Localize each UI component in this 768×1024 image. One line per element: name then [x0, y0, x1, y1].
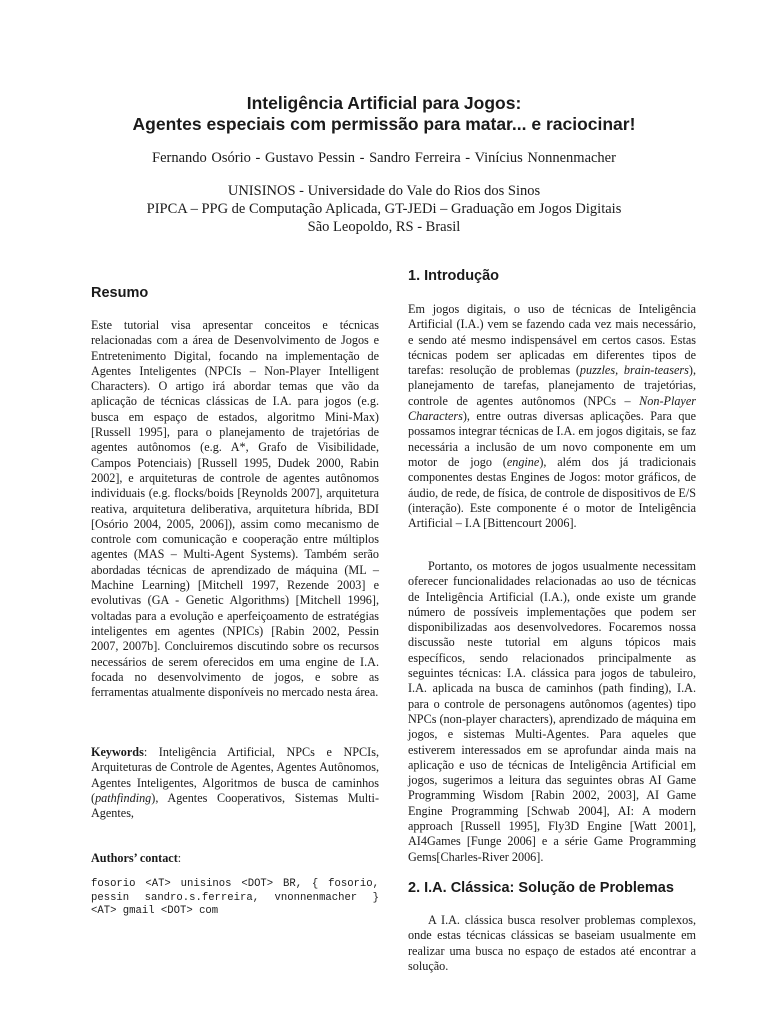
section-2-heading: 2. I.A. Clássica: Solução de Problemas: [408, 880, 674, 896]
paper-title: [0, 93, 768, 135]
abstract-heading: Resumo: [91, 285, 149, 301]
affiliation-line-1: UNISINOS - Universidade do Vale do Rios dos Sinos: [227, 183, 541, 199]
contact-heading: Authors’ contact: [91, 851, 178, 865]
authors: Fernando Osório - Gustavo Pessin - Sandro Ferreira - Vinícius Nonnenmacher: [152, 150, 616, 166]
keywords-label: Keywords: [91, 745, 144, 759]
intro-p1-italic-1: puzzles, brain-teasers: [579, 363, 689, 378]
title-line-1: Inteligência Artificial para Jogos:: [246, 93, 522, 113]
contact-emails: fosorio <AT> unisinos <DOT> BR, { fosorio, pessin sandro.s.ferreira, vnonnenmacher } <AT> gmail <DOT> com: [91, 878, 379, 918]
intro-p1-italic-3: engine: [506, 454, 540, 469]
section-2-paragraph-1: A I.A. clássica busca resolver problemas complexos, onde estas técnicas clássicas se baseiam usualmente em realizar uma busca no espaço de estados até encontrar a solução.: [408, 913, 696, 973]
keywords-text: Keywords: Inteligência Artificial, NPCs e NPCIs, Arquiteturas de Controle de Agentes, Agentes Autônomos, Agentes Inteligentes, Algoritmos de busca de caminhos (pathfinding), Agentes Cooperativos, Sistemas Multi-Agentes,: [91, 745, 379, 821]
intro-p1-italic-2: Non-Player Characters: [408, 393, 696, 424]
intro-p1-part-b: ), planejamento de tarefas, planejamento de trajetórias, controle de agentes autônomos (NPCs –: [408, 363, 696, 408]
intro-p1-part-d: ), além dos já tradicionais componentes destas Engines de Jogos: motor gráficos, de áudio, de rede, de física, de controle de dispositivos de E/S (interação). Este componente é o motor de Inteligência Artificial – I.A [Bittencourt 2006].: [408, 454, 697, 531]
intro-heading: 1. Introdução: [408, 268, 500, 284]
keywords-section: [91, 745, 379, 821]
abstract-section: [91, 318, 379, 700]
contact-heading-line: [91, 851, 379, 866]
keywords-part-2: ), Agentes Cooperativos, Sistemas Multi-Agentes,: [91, 790, 379, 821]
intro-paragraph-1: [408, 302, 696, 531]
affiliation: [0, 182, 768, 236]
intro-p1-part-c: ), entre outras diversas aplicações. Para que possamos integrar técnicas de I.A. em jogos digitais, se faz necessária a inclusão de um novo componente em um motor de jogo (: [408, 409, 696, 469]
affiliation-line-3: São Leopoldo, RS - Brasil: [307, 219, 461, 235]
affiliation-line-2: PIPCA – PPG de Computação Aplicada, GT-JEDi – Graduação em Jogos Digitais: [146, 201, 622, 217]
intro-p1-part-a: Em jogos digitais, o uso de técnicas de Inteligência Artificial (I.A.) vem se fazendo cada vez mais necessário, e sendo até mesmo indispensável em certos casos. Estas técnicas podem ser aplicadas em diferentes tipos de tarefas: resolução de problemas (: [408, 302, 696, 378]
title-line-2: Agentes especiais com permissão para matar... e raciocinar!: [132, 114, 636, 134]
contact-section: [91, 851, 379, 919]
intro-section: [408, 302, 696, 531]
section-2: [408, 913, 696, 974]
keywords-part-1: Inteligência Artificial, NPCs e NPCIs, Arquiteturas de Controle de Agentes, Agentes Autônomos, Agentes Inteligentes, Algoritmos de busca de caminhos (: [91, 745, 379, 805]
intro-paragraph-2: Portanto, os motores de jogos usualmente necessitam oferecer funcionalidades relacionadas ao uso de técnicas de Inteligência Artificial (I.A.), onde existe um grande número de possíveis implementações que podem ser disponibilizadas aos desenvolvedores. Focaremos nossa discussão neste tutorial em alguns tópicos mais específicos, sendo relacionados principalmente as seguintes técnicas: I.A. clássica para jogos de tabuleiro, I.A. aplicada na busca de caminhos (path finding), I.A. para o controle de personagens autônomos (agentes) tipo NPCs (non-player characters), aprendizado de máquina em jogos, e sistemas Multi-Agentes. Para aqueles que estiverem interessados em se aprofundar ainda mais na aplicação e uso de técnicas de Inteligência Artificial em jogos, sugerimos a leitura das seguintes obras AI Game Programming Wisdom [Rabin 2002, 2003], AI Game Engine Programming [Schwab 2004], AI: A modern approach [Russell 1995], Fly3D Engine [Watt 2001], AI4Games [Funge 2006] e a série Game Programming Gems[Charles-River 2006].: [408, 559, 696, 864]
keywords-italic: pathfinding: [95, 790, 152, 805]
intro-section-cont: [408, 559, 696, 865]
abstract-text: Este tutorial visa apresentar conceitos e técnicas relacionadas com a área de Desenvolvimento de Jogos e Entretenimento Digital, focando na implementação de Agentes Inteligentes (NPCIs – Non-Player Intelligent Characters). O artigo irá abordar temas que vão da aplicação de técnicas clássicas de I.A. para jogos (e.g. busca em espaço de estados, algoritmo Mini-Max) [Russell 1995], para o planejamento de trajetórias de agentes autônomos (e.g. A*, Grafo de Visibilidade, Campos Potenciais) [Russell 1995, Dudek 2000, Rabin 2002], e arquiteturas de controle de agentes autônomos individuais (e.g. flocks/boids [Reynolds 2007], arquitetura reativa, arquitetura deliberativa, arquitetura híbrida, BDI [Osório 2004, 2005, 2006]), assim como mecanismo de controle com comunicação e cooperação entre múltiplos agentes (MAS – Multi-Agent Systems). Também serão abordadas técnicas de aprendizado de máquina (ML – Machine Learning) [Mitchell 1997, Rezende 2003] e evolutivas (GA - Genetic Algorithms) [Mitchell 1996], voltadas para a evolução e aperfeiçoamento de estratégias inteligentes em agentes (NPICs) [Rabin 2002, Pessin 2007, 2007b]. Concluiremos discutindo sobre os recursos necessários de serem oferecidos em uma engine de I.A. focada no desenvolvimento de jogos, e sobre as ferramentas atualmente disponíveis no mercado nesta área.: [91, 318, 379, 700]
contact-colon: :: [177, 851, 182, 865]
